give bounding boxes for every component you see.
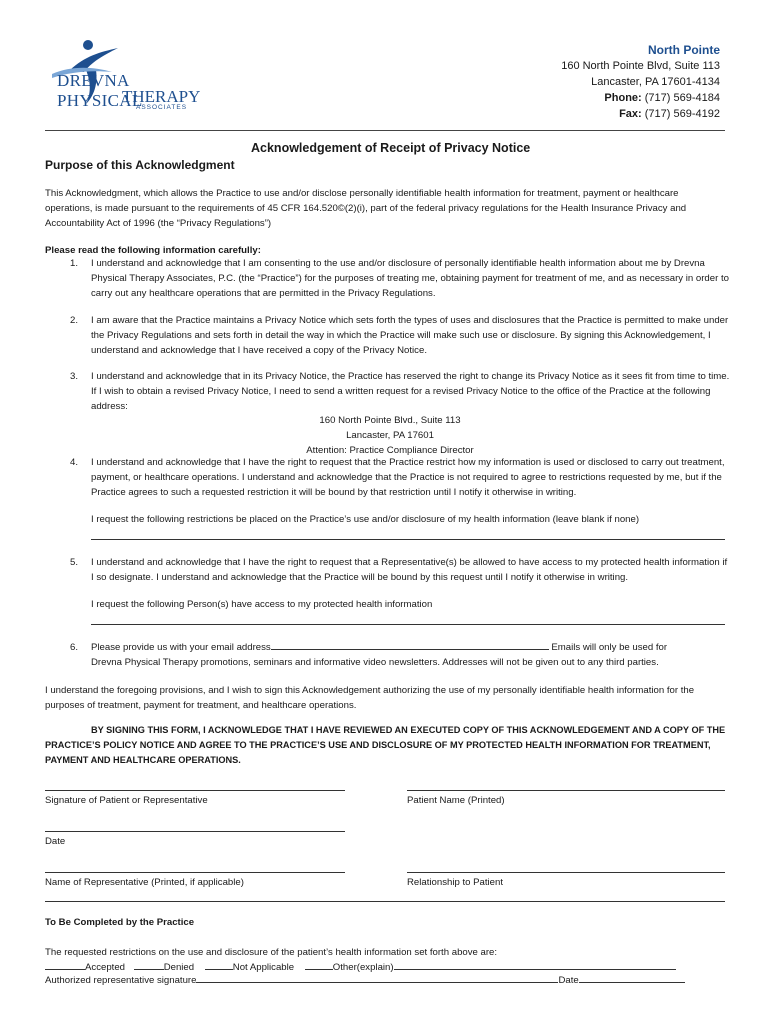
phone-line (561, 90, 720, 106)
relationship-field[interactable] (407, 872, 725, 873)
item-3-text: I understand and acknowledge that in its Privacy Notice, the Practice has reserved the right to change its Privacy Notice as it sees fit from time to time. If I wish to obtain a revised Privacy Notice, I need to send a written request for a revised Privacy Notice to the office of the Practice at the following address: (91, 371, 730, 412)
practice-address-line1: 160 North Pointe Blvd., Suite 113 (319, 415, 461, 426)
header-address (561, 42, 720, 122)
item-1-number: 1. (69, 258, 78, 269)
purpose-heading: Purpose of this Acknowledgment (45, 158, 235, 172)
item-4-text: I understand and acknowledge that I have the right to request that the Practice restrict how my information is used or disclosed to carry out treatment, payment, or healthcare operations. I understand and acknowledge that the Practice is not required to agree to restrictions requested by me, but if the Practice agrees to such a requested restriction it will be bound by that restriction until I notify it otherwise in writing. (91, 457, 725, 498)
denied-option: Denied (163, 962, 195, 973)
other-explain-field[interactable] (394, 960, 676, 970)
email-field[interactable] (271, 640, 549, 650)
practice-address-block (290, 413, 490, 458)
address-line2: Lancaster, PA 17601-4134 (591, 76, 720, 88)
signature-field[interactable] (45, 790, 345, 791)
item-5-request: I request the following Person(s) have access to my protected health information (91, 599, 433, 610)
logo-line2: THERAPY (122, 87, 201, 106)
practice-heading: To Be Completed by the Practice (45, 917, 195, 928)
phone-value: (717) 569-4184 (644, 92, 720, 104)
item-5-number: 5. (69, 557, 78, 568)
purpose-text: This Acknowledgment, which allows the Practice to use and/or disclose personally identifiable health information for treatment, payment or healthcare operations, is made pursuant to the requirements of 45 CFR 164.520©(2)(i), part of the federal privacy regulations for the Health Insurance Privacy and Accountability Act of 1996 (the “Privacy Regulations”) (45, 188, 687, 229)
persons-access-field[interactable] (91, 624, 725, 625)
date-label: Date (45, 836, 66, 847)
phone-label: Phone: (604, 92, 642, 104)
page-title: Acknowledgement of Receipt of Privacy Notice (251, 141, 531, 155)
patient-name-label: Patient Name (Printed) (407, 795, 505, 806)
fax-value: (717) 569-4192 (644, 108, 720, 120)
logo-line1: DREVNA PHYSICAL (57, 71, 143, 110)
email-note: Emails will only be used for (548, 642, 668, 653)
patient-name-field[interactable] (407, 790, 725, 791)
authorized-label: Authorized representative signature (45, 975, 197, 986)
other-field[interactable] (305, 960, 333, 970)
practice-divider (45, 901, 725, 902)
signature-label: Signature of Patient or Representative (45, 795, 208, 806)
address-line1: 160 North Pointe Blvd, Suite 113 (561, 60, 720, 72)
item-3-number: 3. (69, 371, 78, 382)
other-option: Other(explain) (332, 962, 394, 973)
item-2-text: I am aware that the Practice maintains a Privacy Notice which sets forth the types of uses and disclosures that the Practice is permitted to make under the Privacy Regulations and sets forth in detail the way in which the Practice will make such use or disclosure. By signing this Acknowledgement, I understand and acknowledge that I have received a copy of the Privacy Notice. (91, 315, 729, 356)
understand-text: I understand the foregoing provisions, and I wish to sign this Acknowledgement authorizing the use of my personally identifiable health information for the purposes of treatment, payment for treatment, and healthcare operations. (45, 685, 695, 711)
item-6-number: 6. (69, 642, 78, 653)
practice-text: The requested restrictions on the use and disclosure of the patient’s health information set forth above are: (45, 947, 498, 958)
item-1-text: I understand and acknowledge that I am consenting to the use and/or disclosure of personally identifiable health information about me by Drevna Physical Therapy Associates, P.C. (the “Practice”) for the purposes of treating me, obtaining payment for treatment of me, and as necessary in order to carry out any healthcare operations that are permitted in the Privacy Regulations. (91, 258, 729, 299)
practice-date-label: Date (558, 975, 579, 986)
header-rule (45, 130, 725, 131)
relationship-label: Relationship to Patient (407, 877, 503, 888)
practice-address-line3: Attention: Practice Compliance Director (306, 445, 474, 456)
read-heading: Please read the following information carefully: (45, 245, 261, 256)
practice-date-field[interactable] (579, 973, 685, 983)
practice-address-line2: Lancaster, PA 17601 (346, 430, 434, 441)
logo (40, 38, 200, 118)
authorized-signature-field[interactable] (196, 973, 558, 983)
logo-line3: ASSOCIATES (136, 104, 188, 111)
representative-name-field[interactable] (45, 872, 345, 873)
authorized-line (45, 973, 685, 988)
item-2-number: 2. (69, 315, 78, 326)
office-name: North Pointe (648, 43, 720, 57)
date-field[interactable] (45, 831, 345, 832)
signing-statement: BY SIGNING THIS FORM, I ACKNOWLEDGE THAT I HAVE REVIEWED AN EXECUTED COPY OF THIS ACKNOWLEDGEMENT AND A COPY OF THE PRACTICE’S POLICY NOTICE AND AGREE TO THE PRACTICE’S USE AND DISCLOSURE OF MY PROTECTED HEALTH INFORMATION FOR TREATMENT, PAYMENT AND HEALTHCARE OPERATIONS. (45, 725, 726, 765)
fax-line (561, 106, 720, 122)
accepted-field[interactable] (45, 960, 85, 970)
na-option: Not Applicable (232, 962, 295, 973)
item-6-line2: Drevna Physical Therapy promotions, seminars and informative video newsletters. Addresses will not be given out to any third parties. (91, 657, 659, 668)
email-prompt: Please provide us with your email address (91, 642, 271, 653)
fax-label: Fax: (619, 108, 642, 120)
na-field[interactable] (205, 960, 233, 970)
denied-field[interactable] (134, 960, 164, 970)
item-5-text: I understand and acknowledge that I have the right to request that a Representative(s) be allowed to have access to my protected health information if I so designate. I understand and acknowledge that the Practice will be bound by this request until I notify it otherwise in writing. (91, 557, 728, 583)
accepted-option: Accepted (85, 962, 126, 973)
representative-name-label: Name of Representative (Printed, if applicable) (45, 877, 244, 888)
item-6-line1 (91, 640, 731, 655)
item-4-request: I request the following restrictions be placed on the Practice’s use and/or disclosure of my health information (leave blank if none) (91, 514, 640, 525)
item-4-number: 4. (69, 457, 78, 468)
restrictions-field[interactable] (91, 539, 725, 540)
